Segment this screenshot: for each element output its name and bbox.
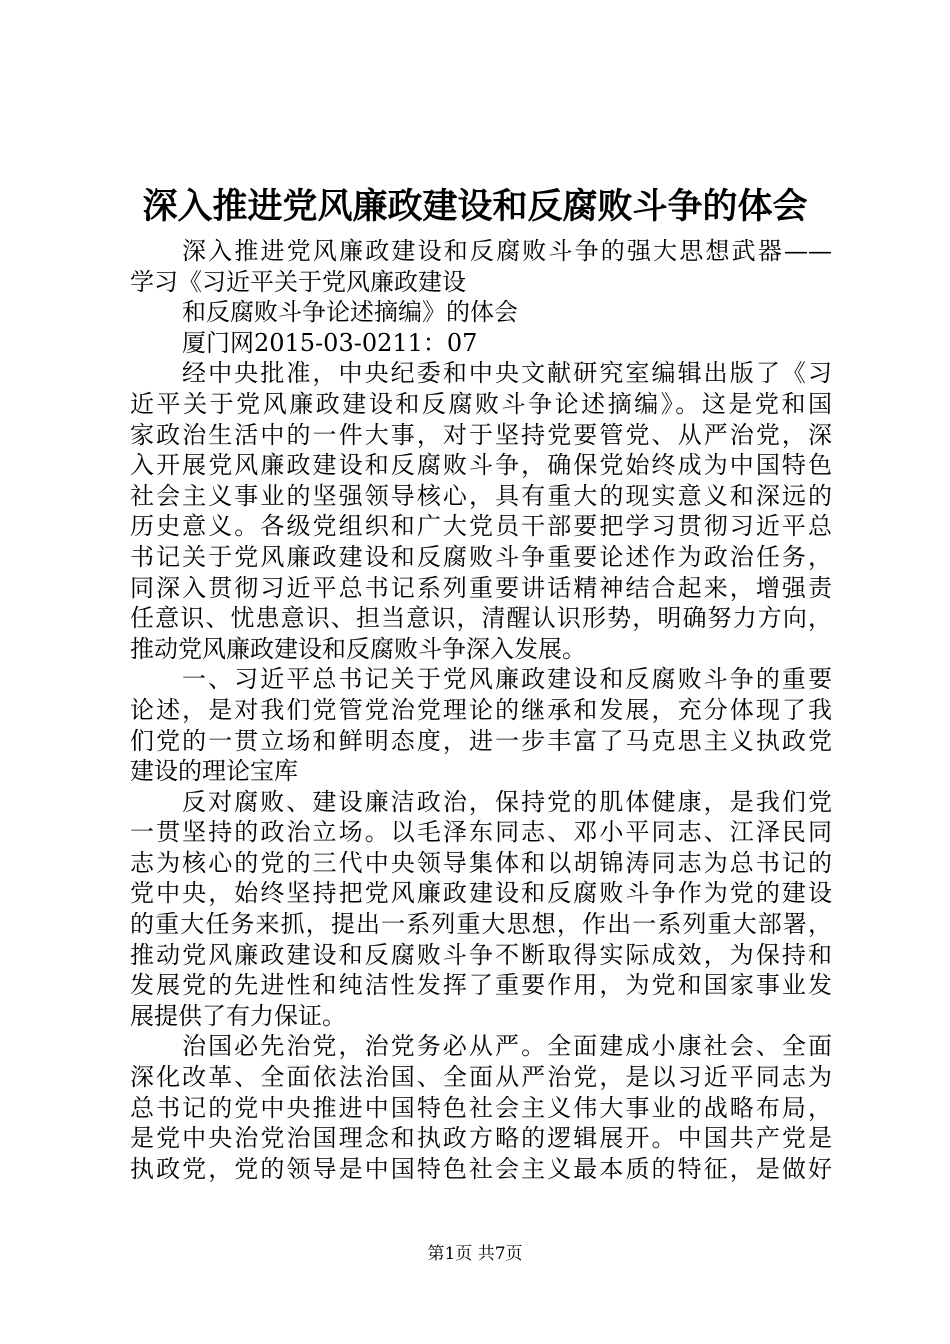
body-text-line: 书记关于党风廉政建设和反腐败斗争重要论述作为政治任务， bbox=[130, 542, 832, 571]
page-footer: 第1页 共7页 bbox=[427, 1244, 523, 1264]
body-text-line: 家政治生活中的一件大事，对于坚持党要管党、从严治党，深 bbox=[130, 420, 832, 449]
body-text-line: 推动党风廉政建设和反腐败斗争不断取得实际成效，为保持和 bbox=[130, 940, 832, 969]
body-text-line: 学习《习近平关于党风廉政建设 bbox=[130, 267, 466, 296]
body-text-line: 的重大任务来抓，提出一系列重大思想，作出一系列重大部署， bbox=[130, 910, 832, 939]
document-body bbox=[130, 236, 832, 1184]
body-text-line: 论述，是对我们党管党治党理论的继承和发展，充分体现了我 bbox=[130, 695, 832, 724]
body-text-line: 厦门网2015-03-0211：07 bbox=[182, 328, 478, 357]
body-text-line: 深入推进党风廉政建设和反腐败斗争的强大思想武器—— bbox=[182, 237, 832, 265]
body-text-line: 经中央批准，中央纪委和中央文献研究室编辑出版了《习 bbox=[182, 359, 832, 388]
body-text-line: 志为核心的党的三代中央领导集体和以胡锦涛同志为总书记的 bbox=[130, 848, 832, 877]
body-text-line: 执政党，党的领导是中国特色社会主义最本质的特征，是做好 bbox=[130, 1154, 832, 1183]
body-text-line: 展提供了有力保证。 bbox=[130, 1001, 346, 1030]
body-text-line: 反对腐败、建设廉洁政治，保持党的肌体健康，是我们党 bbox=[182, 787, 832, 816]
body-text-line: 们党的一贯立场和鲜明态度，进一步丰富了马克思主义执政党 bbox=[130, 726, 832, 755]
body-text-line: 历史意义。各级党组织和广大党员干部要把学习贯彻习近平总 bbox=[130, 512, 832, 541]
body-text-line: 推动党风廉政建设和反腐败斗争深入发展。 bbox=[130, 634, 586, 663]
body-text-line: 社会主义事业的坚强领导核心，具有重大的现实意义和深远的 bbox=[130, 481, 832, 510]
body-text-line: 一、习近平总书记关于党风廉政建设和反腐败斗争的重要 bbox=[182, 665, 832, 694]
body-text-line: 同深入贯彻习近平总书记系列重要讲话精神结合起来，增强责 bbox=[130, 573, 832, 602]
body-text-line: 任意识、忧患意识、担当意识，清醒认识形势，明确努力方向， bbox=[130, 604, 832, 633]
document-title: 深入推进党风廉政建设和反腐败斗争的体会 bbox=[142, 187, 808, 227]
body-text-line: 和反腐败斗争论述摘编》的体会 bbox=[182, 298, 518, 327]
body-text-line: 建设的理论宝库 bbox=[130, 757, 298, 786]
body-text-line: 发展党的先进性和纯洁性发挥了重要作用，为党和国家事业发 bbox=[130, 971, 832, 1000]
body-text-line: 党中央，始终坚持把党风廉政建设和反腐败斗争作为党的建设 bbox=[130, 879, 832, 908]
body-text-line: 近平关于党风廉政建设和反腐败斗争论述摘编》。这是党和国 bbox=[130, 389, 832, 418]
body-text-line: 是党中央治党治国理念和执政方略的逻辑展开。中国共产党是 bbox=[130, 1124, 832, 1153]
body-text-line: 总书记的党中央推进中国特色社会主义伟大事业的战略布局， bbox=[130, 1093, 832, 1122]
body-text-line: 入开展党风廉政建设和反腐败斗争，确保党始终成为中国特色 bbox=[130, 451, 832, 480]
body-text-line: 治国必先治党，治党务必从严。全面建成小康社会、全面 bbox=[182, 1032, 832, 1061]
body-text-line: 深化改革、全面依法治国、全面从严治党，是以习近平同志为 bbox=[130, 1063, 832, 1092]
body-text-line: 一贯坚持的政治立场。以毛泽东同志、邓小平同志、江泽民同 bbox=[130, 818, 832, 847]
